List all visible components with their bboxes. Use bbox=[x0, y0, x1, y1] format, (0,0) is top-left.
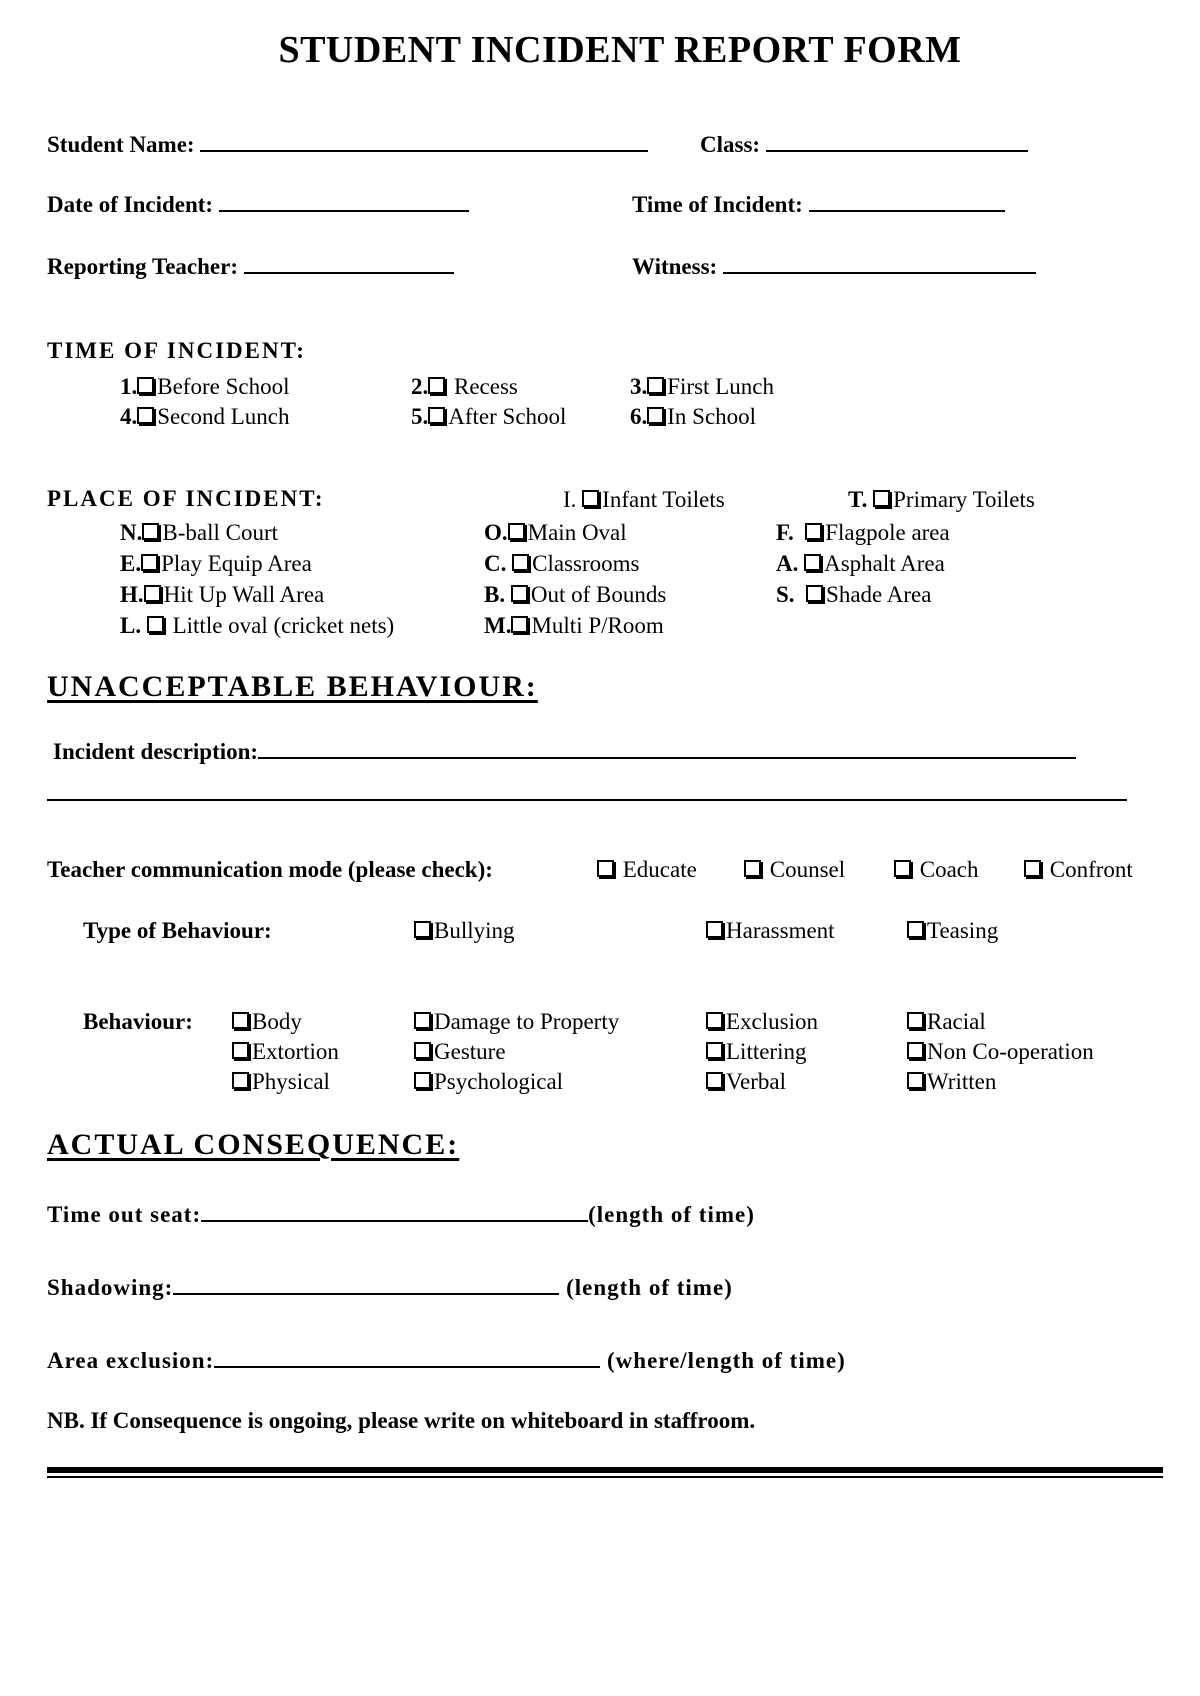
place-option-flagpole-area[interactable]: F. Flagpole area bbox=[776, 520, 950, 545]
incident-description-line[interactable] bbox=[258, 735, 1076, 759]
student-name-label: Student Name: bbox=[47, 132, 195, 157]
checkbox-icon[interactable] bbox=[144, 585, 161, 602]
place-option-play-equip-area[interactable]: E. Play Equip Area bbox=[120, 551, 312, 576]
place-option-bball-court[interactable]: N. B-ball Court bbox=[120, 520, 279, 545]
timeout-label: Time out seat: bbox=[47, 1202, 202, 1227]
comm-option-confront[interactable]: Confront bbox=[1024, 857, 1133, 883]
class-field[interactable] bbox=[700, 128, 1028, 158]
teacher-line[interactable] bbox=[244, 250, 454, 274]
comm-option-educate[interactable]: Educate bbox=[597, 857, 697, 883]
checkbox-icon[interactable] bbox=[706, 1042, 723, 1059]
shadowing-suffix: (length of time) bbox=[566, 1275, 733, 1300]
witness-line[interactable] bbox=[723, 250, 1036, 274]
teacher-field[interactable] bbox=[47, 250, 454, 280]
checkbox-icon[interactable] bbox=[706, 1072, 723, 1089]
checkbox-icon[interactable] bbox=[511, 616, 528, 633]
comm-mode-label: Teacher communication mode (please check): bbox=[47, 857, 493, 882]
behaviour-option-racial[interactable]: Racial bbox=[907, 1009, 986, 1035]
incident-description-label: Incident description: bbox=[53, 739, 259, 764]
checkbox-icon[interactable] bbox=[744, 860, 761, 877]
student-name-field[interactable] bbox=[47, 128, 648, 158]
place-option-main-oval[interactable]: O. Main Oval bbox=[484, 520, 627, 545]
page-title: STUDENT INCIDENT REPORT FORM bbox=[278, 29, 962, 71]
checkbox-icon[interactable] bbox=[232, 1072, 249, 1089]
checkbox-icon[interactable] bbox=[647, 377, 664, 394]
comm-option-coach[interactable]: Coach bbox=[894, 857, 979, 883]
behaviour-option-littering[interactable]: Littering bbox=[706, 1039, 806, 1065]
place-option-classrooms[interactable]: C. Classrooms bbox=[484, 551, 640, 576]
checkbox-icon[interactable] bbox=[147, 616, 164, 633]
checkbox-icon[interactable] bbox=[806, 585, 823, 602]
checkbox-icon[interactable] bbox=[1024, 860, 1041, 877]
teacher-label: Reporting Teacher: bbox=[47, 254, 239, 279]
behaviour-option-physical[interactable]: Physical bbox=[232, 1069, 330, 1095]
place-option-primary-toilets[interactable]: T. Primary Toilets bbox=[848, 487, 1035, 512]
place-option-multi-room[interactable]: M. Multi P/Room bbox=[484, 613, 664, 638]
witness-label: Witness: bbox=[632, 254, 718, 279]
area-exclusion-suffix: (where/length of time) bbox=[607, 1348, 846, 1373]
date-label: Date of Incident: bbox=[47, 192, 214, 217]
checkbox-icon[interactable] bbox=[428, 407, 445, 424]
type-option-harassment[interactable]: Harassment bbox=[706, 918, 835, 944]
checkbox-icon[interactable] bbox=[511, 585, 528, 602]
checkbox-icon[interactable] bbox=[907, 921, 924, 938]
checkbox-icon[interactable] bbox=[805, 523, 822, 540]
timeout-suffix: (length of time) bbox=[588, 1202, 755, 1227]
shadowing-line[interactable] bbox=[173, 1271, 559, 1295]
comm-option-counsel[interactable]: Counsel bbox=[744, 857, 845, 883]
checkbox-icon[interactable] bbox=[232, 1012, 249, 1029]
place-section-heading: PLACE OF INCIDENT: bbox=[47, 486, 325, 511]
behaviour-option-psychological[interactable]: Psychological bbox=[414, 1069, 563, 1095]
type-option-bullying[interactable]: Bullying bbox=[414, 918, 515, 944]
checkbox-icon[interactable] bbox=[804, 554, 821, 571]
shadowing-label: Shadowing: bbox=[47, 1275, 174, 1300]
checkbox-icon[interactable] bbox=[907, 1012, 924, 1029]
checkbox-icon[interactable] bbox=[706, 1012, 723, 1029]
timeout-field[interactable] bbox=[47, 1198, 755, 1228]
checkbox-icon[interactable] bbox=[414, 1072, 431, 1089]
behaviour-option-written[interactable]: Written bbox=[907, 1069, 996, 1095]
timeout-line[interactable] bbox=[201, 1198, 588, 1222]
incident-description-field[interactable] bbox=[53, 735, 1076, 765]
checkbox-icon[interactable] bbox=[428, 377, 445, 394]
date-field[interactable] bbox=[47, 188, 469, 218]
behaviour-option-verbal[interactable]: Verbal bbox=[706, 1069, 786, 1095]
checkbox-icon[interactable] bbox=[414, 921, 431, 938]
time-option-before-school[interactable]: 1. Before School bbox=[120, 374, 290, 399]
checkbox-icon[interactable] bbox=[907, 1072, 924, 1089]
checkbox-icon[interactable] bbox=[512, 554, 529, 571]
behaviour-option-extortion[interactable]: Extortion bbox=[232, 1039, 339, 1065]
checkbox-icon[interactable] bbox=[647, 407, 664, 424]
checkbox-icon[interactable] bbox=[894, 860, 911, 877]
behaviour-option-gesture[interactable]: Gesture bbox=[414, 1039, 506, 1065]
checkbox-icon[interactable] bbox=[597, 860, 614, 877]
checkbox-icon[interactable] bbox=[142, 523, 159, 540]
footer-double-rule-thick bbox=[47, 1467, 1163, 1473]
type-of-behaviour-label: Type of Behaviour: bbox=[83, 918, 272, 943]
time-line[interactable] bbox=[809, 188, 1005, 212]
time-option-second-lunch[interactable]: 4. Second Lunch bbox=[120, 404, 290, 429]
time-section-heading: TIME OF INCIDENT: bbox=[47, 338, 306, 363]
shadowing-field[interactable] bbox=[47, 1271, 733, 1301]
type-option-teasing[interactable]: Teasing bbox=[907, 918, 998, 944]
place-option-shade-area[interactable]: S. Shade Area bbox=[776, 582, 932, 607]
area-exclusion-line[interactable] bbox=[214, 1344, 600, 1368]
consequence-section-heading: ACTUAL CONSEQUENCE: bbox=[47, 1128, 460, 1161]
place-option-out-of-bounds[interactable]: B. Out of Bounds bbox=[484, 582, 667, 607]
behaviour-option-body[interactable]: Body bbox=[232, 1009, 302, 1035]
date-line[interactable] bbox=[219, 188, 469, 212]
incident-description-line-2[interactable] bbox=[47, 799, 1127, 801]
time-option-in-school[interactable]: 6. In School bbox=[630, 404, 757, 429]
place-option-infant-toilets[interactable]: I. Infant Toilets bbox=[563, 487, 725, 512]
time-option-after-school[interactable]: 5. After School bbox=[411, 404, 567, 429]
consequence-note: NB. If Consequence is ongoing, please write on whiteboard in staffroom. bbox=[47, 1408, 756, 1433]
place-option-hit-up-wall[interactable]: H. Hit Up Wall Area bbox=[120, 582, 325, 607]
checkbox-icon[interactable] bbox=[137, 407, 154, 424]
time-label: Time of Incident: bbox=[632, 192, 803, 217]
place-option-little-oval[interactable]: L. Little oval (cricket nets) bbox=[120, 613, 395, 638]
checkbox-icon[interactable] bbox=[137, 377, 154, 394]
time-option-first-lunch[interactable]: 3. First Lunch bbox=[630, 374, 774, 399]
checkbox-icon[interactable] bbox=[873, 490, 890, 507]
class-line[interactable] bbox=[766, 128, 1028, 152]
behaviour-label: Behaviour: bbox=[83, 1009, 193, 1034]
checkbox-icon[interactable] bbox=[582, 490, 599, 507]
place-option-asphalt-area[interactable]: A. Asphalt Area bbox=[776, 551, 945, 576]
class-label: Class: bbox=[700, 132, 761, 157]
checkbox-icon[interactable] bbox=[414, 1012, 431, 1029]
witness-field[interactable] bbox=[632, 250, 1036, 280]
checkbox-icon[interactable] bbox=[141, 554, 158, 571]
student-name-line[interactable] bbox=[200, 128, 648, 152]
checkbox-icon[interactable] bbox=[414, 1042, 431, 1059]
checkbox-icon[interactable] bbox=[907, 1042, 924, 1059]
behaviour-option-damage-to-property[interactable]: Damage to Property bbox=[414, 1009, 619, 1035]
time-option-recess[interactable]: 2. Recess bbox=[411, 374, 518, 399]
checkbox-icon[interactable] bbox=[706, 921, 723, 938]
behaviour-option-non-cooperation[interactable]: Non Co-operation bbox=[907, 1039, 1094, 1065]
time-field[interactable] bbox=[632, 188, 1005, 218]
behaviour-option-exclusion[interactable]: Exclusion bbox=[706, 1009, 818, 1035]
footer-double-rule-thin bbox=[47, 1476, 1163, 1478]
area-exclusion-label: Area exclusion: bbox=[47, 1348, 215, 1373]
behaviour-section-heading: UNACCEPTABLE BEHAVIOUR: bbox=[47, 670, 538, 703]
checkbox-icon[interactable] bbox=[232, 1042, 249, 1059]
area-exclusion-field[interactable] bbox=[47, 1344, 846, 1374]
checkbox-icon[interactable] bbox=[508, 523, 525, 540]
